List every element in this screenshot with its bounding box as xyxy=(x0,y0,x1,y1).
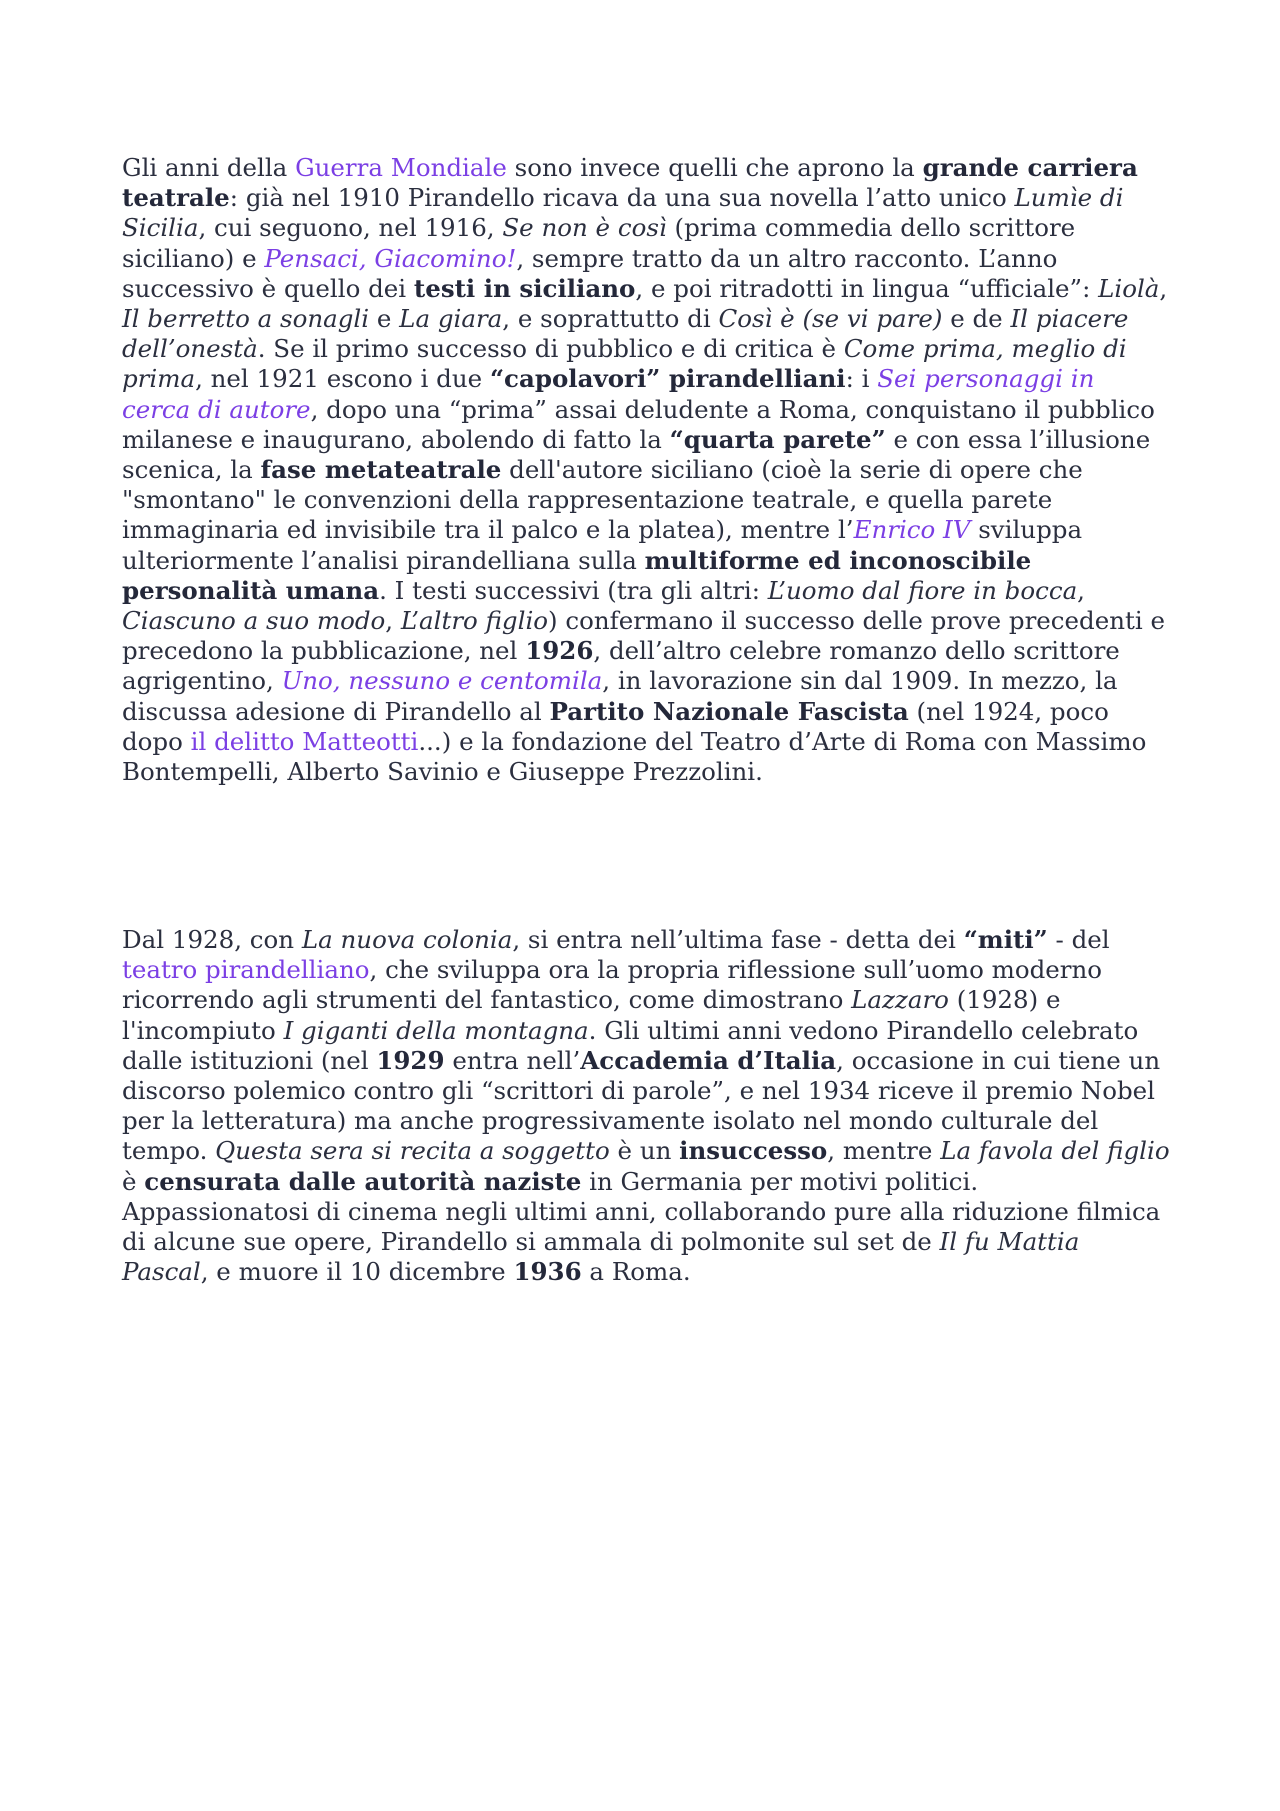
text-run: , cui seguono, nel 1916, xyxy=(198,213,503,243)
text-run: Accademia d’Italia xyxy=(580,1045,837,1075)
text-link[interactable]: Pensaci, Giacomino! xyxy=(264,243,517,273)
text-link[interactable]: Uno, nessuno e centomila xyxy=(281,666,603,696)
paragraph-carriera-teatrale xyxy=(122,153,1170,787)
text-run: Partito Nazionale Fascista xyxy=(549,696,909,726)
text-run: Come prima, meglio di prima xyxy=(122,334,1127,394)
text-run: L’altro figlio xyxy=(400,606,549,636)
text-link[interactable]: Guerra Mondiale xyxy=(295,153,507,182)
text-run: 1929 xyxy=(376,1045,445,1075)
text-run: è xyxy=(122,1166,145,1196)
text-run: , xyxy=(385,606,401,636)
text-run: ) confermano il successo delle prove precedenti e precedono la pubblicazione, nel xyxy=(122,606,1165,666)
text-run: . Gli ultimi anni vedono Pirandello celebrato dalle istituzioni (nel xyxy=(122,1015,1139,1075)
text-run: e de xyxy=(942,304,1011,334)
text-run: : i xyxy=(845,364,878,394)
text-run: Il piacere dell’onestà xyxy=(122,304,1129,364)
text-run: “miti” xyxy=(963,925,1048,954)
text-run: ...) e la fondazione del Teatro d’Arte di Roma con Massimo Bontempelli, Alberto Savinio e Giuseppe Prezzolini. xyxy=(122,726,1147,787)
text-run: Lazzaro xyxy=(851,985,949,1015)
text-run: (nel 1924, poco dopo xyxy=(122,696,1109,756)
text-run: fase metateatrale xyxy=(260,455,502,485)
text-run: e xyxy=(369,304,400,334)
text-run: Dal 1928, con xyxy=(122,925,302,954)
text-run: La favola del figlio xyxy=(940,1136,1170,1166)
text-run: , e soprattutto di xyxy=(502,304,719,334)
text-run: , dopo una “prima” assai deludente a Roma, conquistano il pubblico milanese e inaugurano, abolendo di fatto la xyxy=(122,394,1155,454)
text-run: Così è (se vi pare) xyxy=(718,304,943,334)
text-run: Il fu Mattia Pascal xyxy=(122,1227,1080,1287)
text-run: I giganti della montagna xyxy=(283,1015,589,1045)
text-run: - del xyxy=(1047,925,1110,954)
text-run: censurata dalle autorità naziste xyxy=(144,1166,582,1196)
text-run: insuccesso xyxy=(679,1136,828,1166)
text-run: Se non è così xyxy=(502,213,667,243)
text-run: (1928) e l'incompiuto xyxy=(122,985,1061,1045)
text-run: L’uomo dal fiore in bocca xyxy=(767,575,1078,605)
text-run: sviluppa ulteriormente l’analisi pirandelliana sulla xyxy=(122,515,1083,575)
text-run: entra nell’ xyxy=(444,1045,581,1075)
text-run: 1936 xyxy=(513,1257,582,1287)
text-run: La nuova colonia xyxy=(301,925,513,954)
text-run: testi in siciliano xyxy=(413,273,636,303)
text-link[interactable]: Sei personaggi in cerca di autore xyxy=(122,364,1095,424)
text-run: , e muore il 10 dicembre xyxy=(200,1257,514,1287)
text-run: 1926 xyxy=(525,636,594,666)
text-run: in Germania per motivi politici. Appassionatosi di cinema negli ultimi anni, collaborando pure alla riduzione filmica di alcune sue opere, Pirandello si ammala di polmonite sul set de xyxy=(122,1166,1161,1257)
text-run: , mentre xyxy=(827,1136,941,1166)
text-run: , occasione in cui tiene un discorso polemico contro gli “scrittori di parole”, e nel 1934 riceve il premio Nobel per la letteratura) ma anche progressivamente isolato nel mondo culturale del tempo. xyxy=(122,1045,1161,1166)
text-run: “quarta parete” xyxy=(669,424,886,454)
text-run: , che sviluppa ora la propria riflessione sull’uomo moderno ricorrendo agli strumenti del fantastico, come dimostrano xyxy=(122,955,1103,1015)
text-link[interactable]: il delitto Matteotti xyxy=(190,726,419,756)
text-run: , sempre tratto da un altro racconto. L’anno successivo è quello dei xyxy=(122,243,1058,303)
text-run: , e poi ritradotti in lingua “ufficiale”: xyxy=(635,273,1099,303)
text-run: , si entra nell’ultima fase - detta dei xyxy=(512,925,964,954)
text-run: Il berretto a sonagli xyxy=(122,304,370,334)
text-run: (prima commedia dello scrittore siciliano) e xyxy=(122,213,1076,273)
text-run: : già nel 1910 Pirandello ricava da una sua novella l’atto unico xyxy=(229,183,1015,213)
text-run: dell'autore siciliano (cioè la serie di opere che "smontano" le convenzioni della rappresentazione teatrale, e quella parete immaginaria ed invisibile tra il palco e la platea), mentre l’ xyxy=(122,455,1083,545)
text-run: Questa sera si recita a soggetto xyxy=(215,1136,610,1166)
text-link[interactable]: teatro pirandelliano xyxy=(122,955,370,985)
text-run: Lumìe di Sicilia xyxy=(122,183,1124,243)
text-run: Liolà xyxy=(1098,273,1160,303)
text-run: “capolavori” pirandelliani xyxy=(489,364,846,394)
text-run: Gli anni della xyxy=(122,153,296,182)
text-run: multiforme ed inconoscibile personalità umana xyxy=(122,545,1032,605)
text-run: , dell’altro celebre romanzo dello scrittore agrigentino, xyxy=(122,636,1120,696)
text-run: , xyxy=(1159,273,1168,303)
text-run: , in lavorazione sin dal 1909. In mezzo, la discussa adesione di Pirandello al xyxy=(122,666,1118,726)
text-run: Ciascuno a suo modo xyxy=(122,606,386,636)
text-run: a Roma. xyxy=(581,1257,691,1287)
text-run: , nel 1921 escono i due xyxy=(195,364,490,394)
text-run: sono invece quelli che aprono la xyxy=(506,153,923,182)
text-run: La giara xyxy=(399,304,503,334)
text-run: e con essa l’illusione scenica, la xyxy=(122,424,1151,485)
text-run: . I testi successivi (tra gli altri: xyxy=(379,575,768,605)
paragraph-ultima-fase xyxy=(122,925,1170,1287)
text-run: grande carriera teatrale xyxy=(122,153,1138,213)
text-run: è un xyxy=(609,1136,680,1166)
text-run: , xyxy=(1077,575,1085,605)
text-run: . Se il primo successo di pubblico e di critica è xyxy=(257,334,844,364)
text-link[interactable]: Enrico IV xyxy=(853,515,971,545)
